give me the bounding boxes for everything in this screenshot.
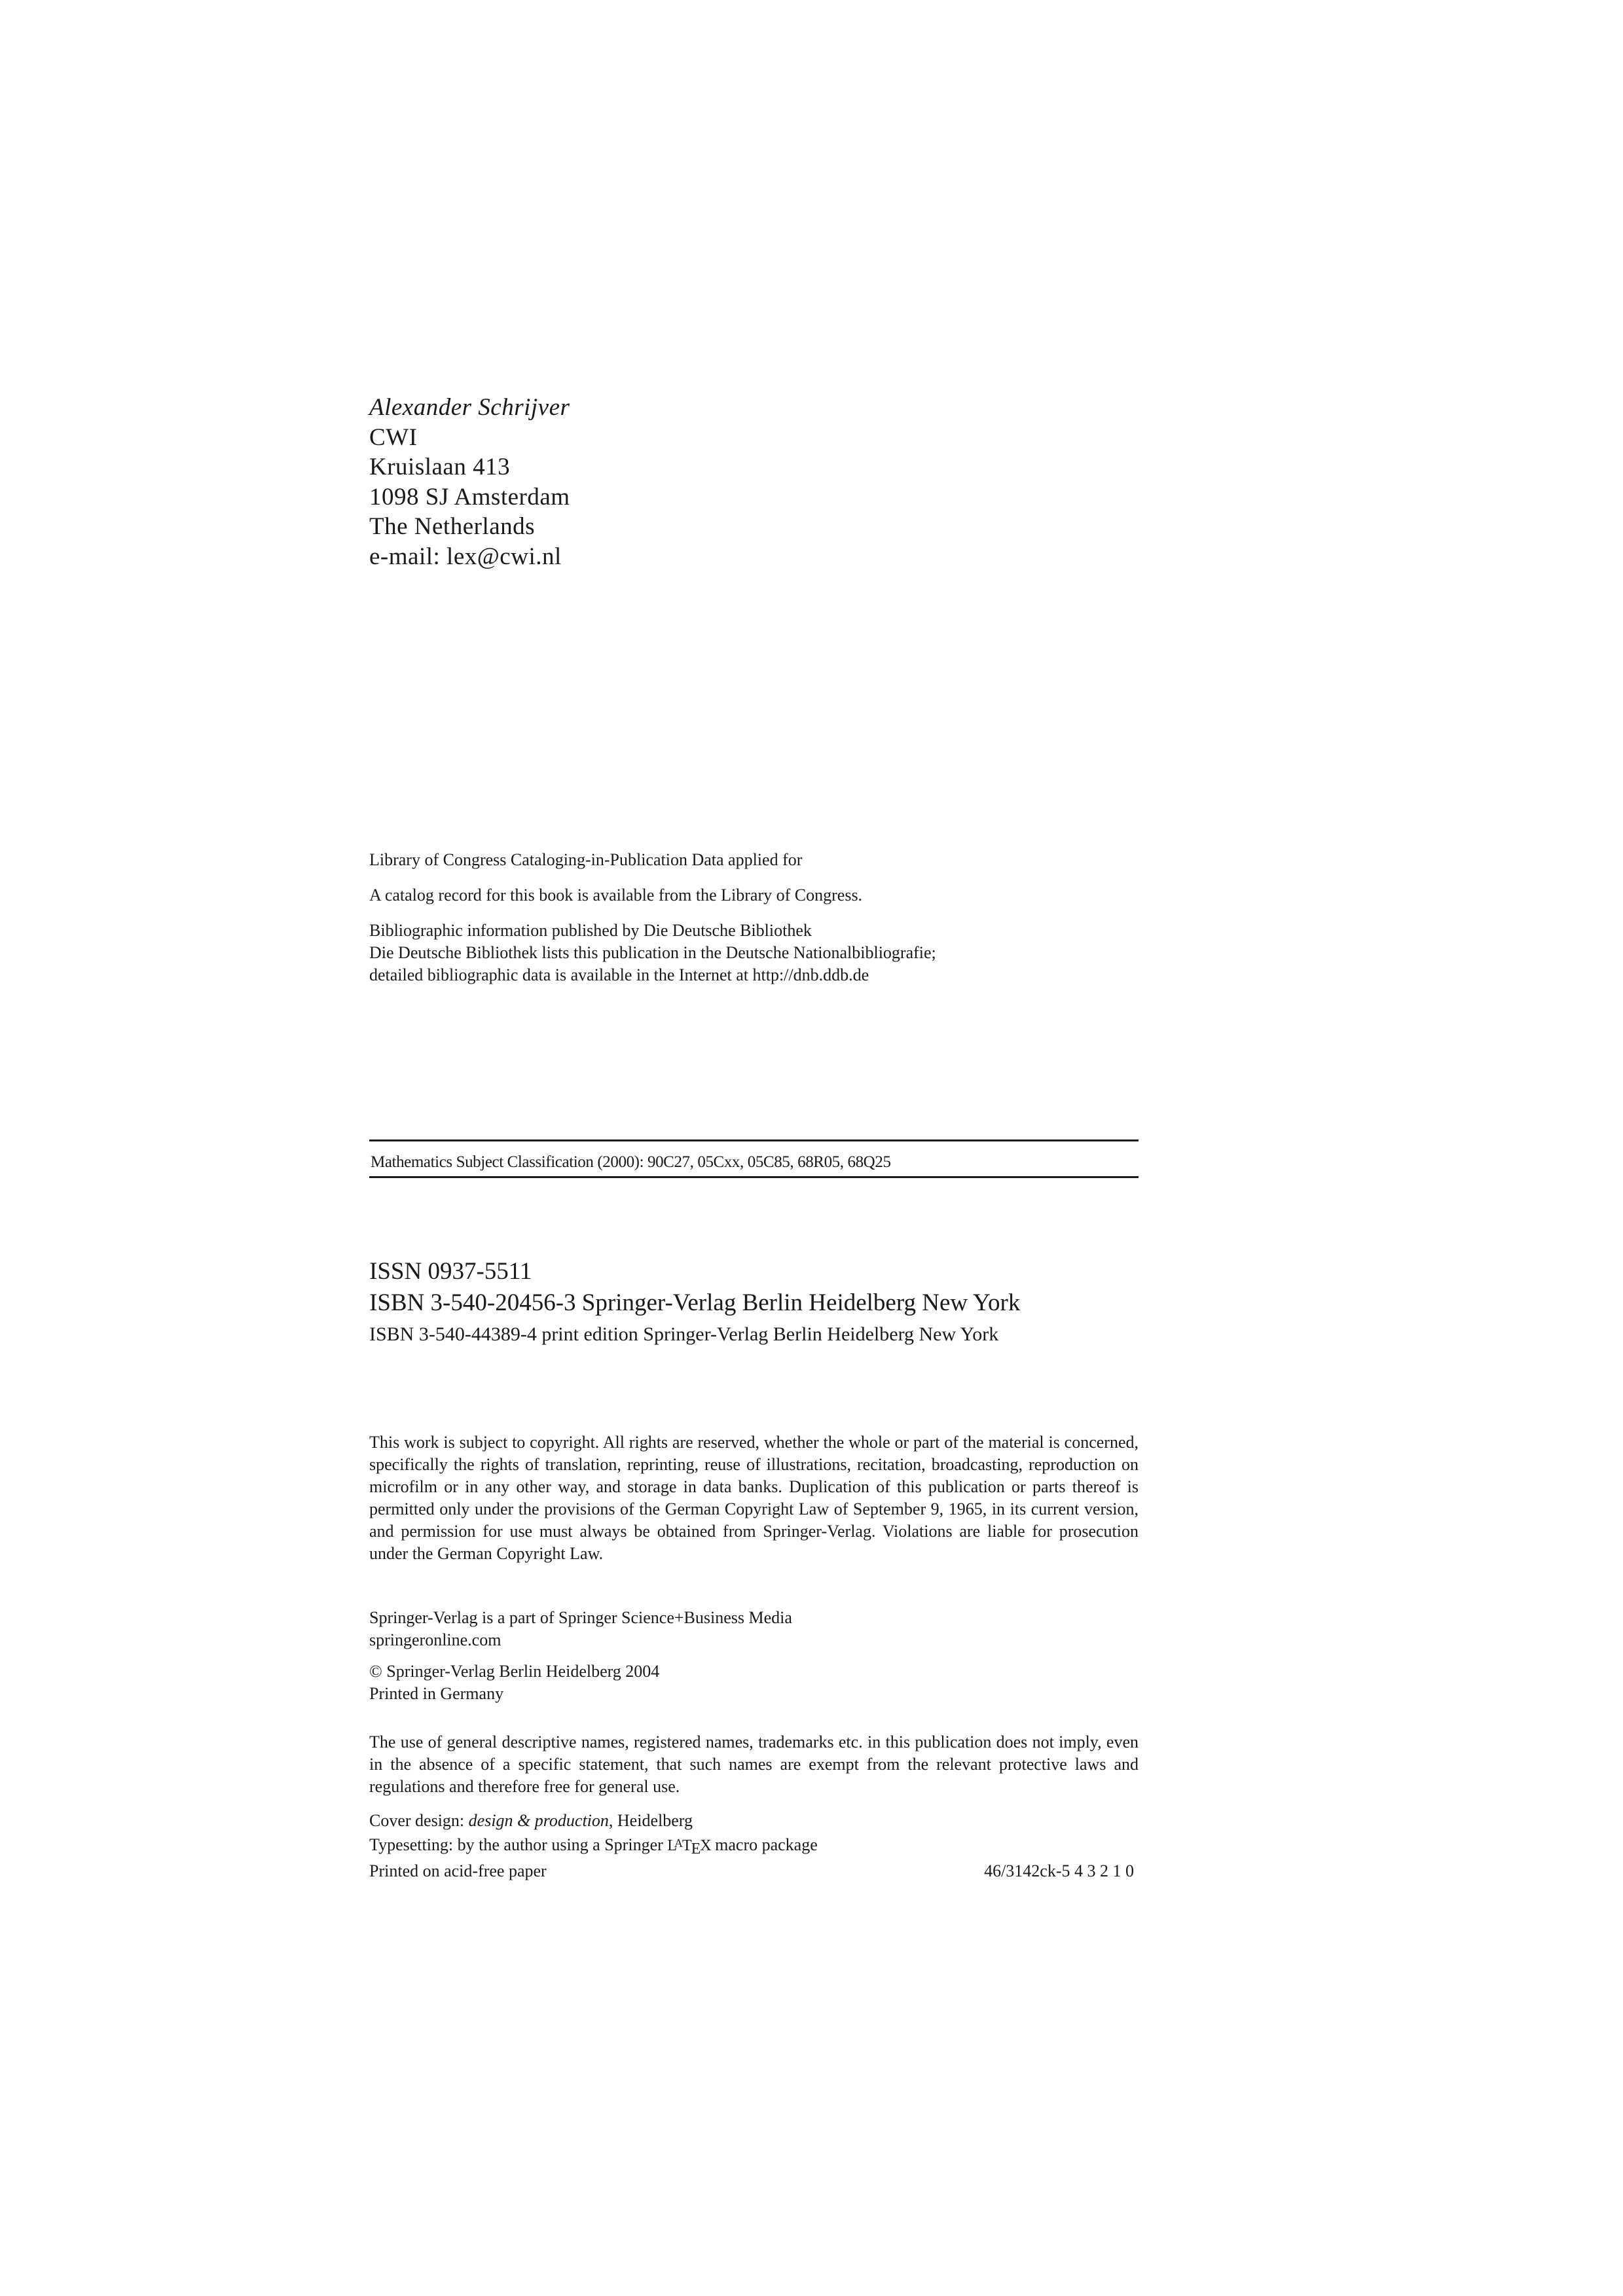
cover-label: Cover design: — [369, 1811, 469, 1830]
identifiers — [369, 1256, 1020, 1349]
catalog-record-line: A catalog record for this book is available from the Library of Congress. — [369, 886, 863, 905]
typesetting-after: macro package — [710, 1835, 818, 1854]
print-code: 46/3142ck-5 4 3 2 1 0 — [984, 1861, 1134, 1880]
publisher-info — [369, 1607, 792, 1714]
copyright-notice: This work is subject to copyright. All rights are reserved, whether the whole or part of the material is concerned, specifically the rights of translation, reprinting, reuse of illustrations, recitation, broadcasting, reproduction on microfilm or in any other way, and storage in data banks. Duplication of this publication or parts thereof is permitted only under the provisions of the German Copyright Law of September 9, 1965, in its current version, and permission for use must always be obtained from Springer-Verlag. Violations are liable for prosecution under the German Copyright Law. — [369, 1433, 1139, 1563]
springer-part-of: Springer-Verlag is a part of Springer Science+Business Media — [369, 1608, 792, 1627]
publisher-copyright — [369, 1660, 792, 1705]
generic-names-notice: The use of general descriptive names, registered names, trademarks etc. in this publication does not imply, even in the absence of a specific statement, that such names are exempt from the relevant protective laws and regulations and therefore free for general use. — [369, 1732, 1139, 1796]
dnb-line-1: Bibliographic information published by Die Deutsche Bibliothek — [369, 921, 812, 940]
subject-classification: Mathematics Subject Classification (2000): 90C27, 05Cxx, 05C85, 68R05, 68Q25 — [371, 1153, 891, 1171]
printed-in-line: Printed in Germany — [369, 1684, 504, 1703]
isbn-print-line: ISBN 3-540-44389-4 print edition Springer-Verlag Berlin Heidelberg New York — [369, 1323, 999, 1345]
latex-logo: $L^ATEX$ — [667, 1837, 711, 1857]
cover-designer: design & production — [468, 1811, 609, 1830]
typesetting-before: Typesetting: by the author using a Springer — [369, 1835, 668, 1854]
author-name: Alexander Schrijver — [369, 394, 570, 421]
dnb-info — [369, 920, 936, 986]
cover-design-line — [369, 1810, 1139, 1832]
publisher-affiliation — [369, 1607, 792, 1651]
isbn-line: ISBN 3-540-20456-3 Springer-Verlag Berlin Heidelberg New York — [369, 1289, 1021, 1316]
author-country: The Netherlands — [369, 513, 536, 540]
production-credits — [369, 1810, 1139, 1882]
author-email: e-mail: lex@cwi.nl — [369, 543, 562, 570]
issn-line: ISSN 0937-5511 — [369, 1258, 532, 1285]
copyright-line: © Springer-Verlag Berlin Heidelberg 2004 — [369, 1662, 660, 1681]
author-address — [369, 393, 570, 571]
cataloging-info — [369, 849, 936, 999]
dnb-line-2: Die Deutsche Bibliothek lists this publication in the Deutsche Nationalbibliografie; — [369, 943, 936, 962]
typesetting-line — [369, 1832, 1139, 1860]
author-city: 1098 SJ Amsterdam — [369, 483, 570, 511]
acid-free-line: Printed on acid-free paper — [369, 1861, 547, 1880]
paper-row — [369, 1860, 1139, 1882]
loc-cip-line: Library of Congress Cataloging-in-Publication Data applied for — [369, 850, 803, 869]
cover-city: , Heidelberg — [608, 1811, 693, 1830]
dnb-line-3: detailed bibliographic data is available in the Internet at http://dnb.ddb.de — [369, 965, 869, 984]
author-street: Kruislaan 413 — [369, 454, 511, 480]
msc-bottom-rule — [369, 1176, 1139, 1178]
author-institution: CWI — [369, 423, 418, 451]
springer-website: springeronline.com — [369, 1630, 501, 1649]
msc-top-rule — [369, 1139, 1139, 1141]
